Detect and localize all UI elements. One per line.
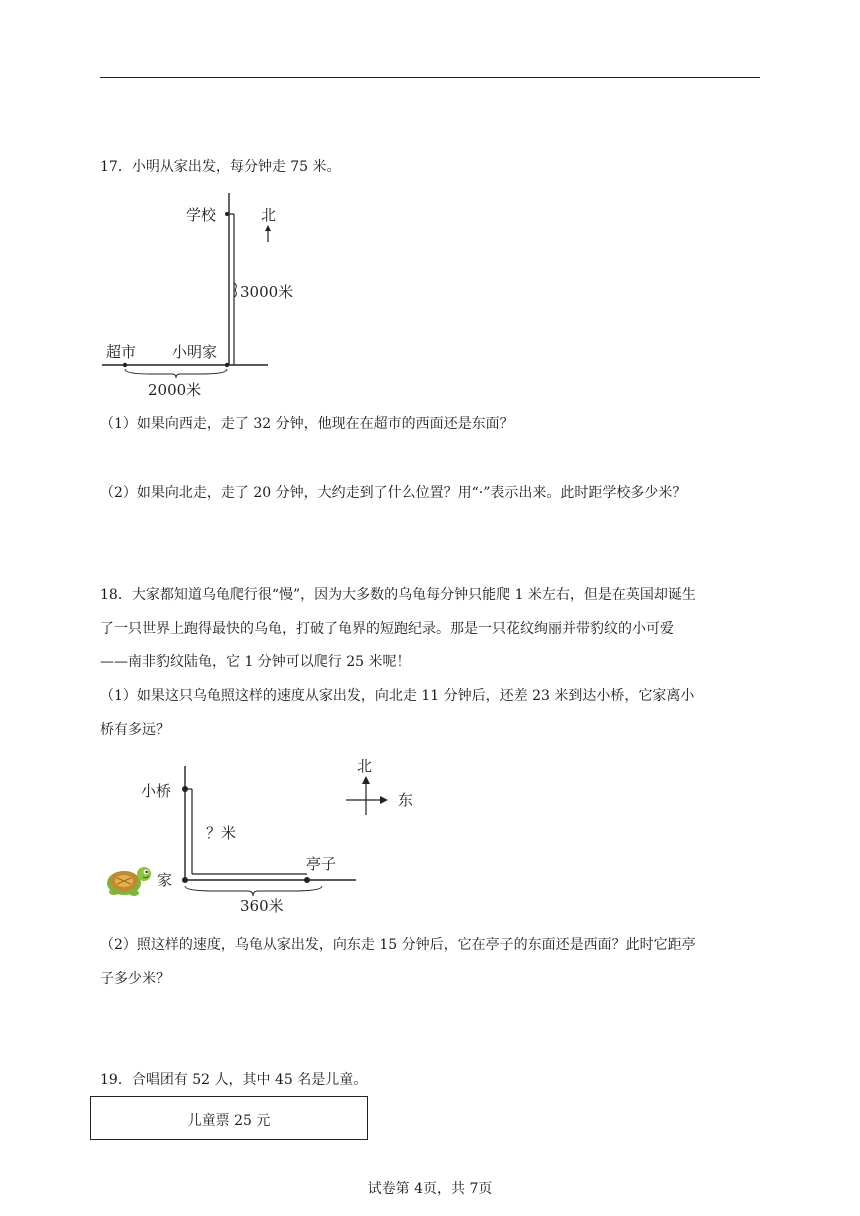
q19-stem: 19．合唱团有 52 人，其中 45 名是儿童。 [100,1072,368,1088]
q17-home-label: 小明家 [172,343,218,361]
q17-north-label: 北 [261,206,277,224]
q18-pavilion-label: 亭子 [306,855,337,873]
q18-bridge-label: 小桥 [141,782,172,800]
q17-subquestion-1: （1）如果向西走，走了 32 分钟，他现在在超市的西面还是东面？ [100,416,514,432]
turtle-icon [104,862,152,898]
q18-east-label: 东 [398,791,414,809]
q18-subquestion-2-line-1: （2）照这样的速度，乌龟从家出发，向东走 15 分钟后，它在亭子的东面还是西面？此时它距亭 [100,937,696,953]
q18-distance-east: 360米 [240,897,284,915]
q18-home-label: 家 [157,871,173,889]
q18-stem-line-1: 18．大家都知道乌龟爬行很“慢”，因为大多数的乌龟每分钟只能爬 1 米左右，但是在英国却诞生 [100,587,696,603]
q17-distance-north: 3000米 [240,283,294,301]
q17-school-label: 学校 [186,206,217,224]
page-footer: 试卷第 4页，共 7页 [367,1181,493,1197]
q17-subquestion-2: （2）如果向北走，走了 20 分钟，大约走到了什么位置？用“·”表示出来。此时距学校多少米？ [100,485,687,501]
q18-unknown-distance: ？米 [206,824,237,842]
q17-stem: 17．小明从家出发，每分钟走 75 米。 [100,159,341,175]
q18-stem-line-2: 了一只世界上跑得最快的乌龟，打破了龟界的短跑纪录。那是一只花纹绚丽并带豹纹的小可爱 [100,621,674,637]
q17-distance-west: 2000米 [148,381,202,399]
q18-subquestion-2-line-2: 子多少米？ [100,971,170,987]
child-ticket-box [90,1096,368,1140]
q18-stem-line-3: ——南非豹纹陆龟，它 1 分钟可以爬行 25 米呢！ [100,654,411,670]
q17-supermarket-label: 超市 [106,343,137,361]
q18-subquestion-1-line-2: 桥有多远？ [100,722,170,738]
child-ticket-price: 儿童票 25 元 [187,1113,271,1129]
q18-subquestion-1-line-1: （1）如果这只乌龟照这样的速度从家出发，向北走 11 分钟后，还差 23 米到达小桥，它家离小 [100,688,695,704]
q18-north-label: 北 [357,757,373,775]
